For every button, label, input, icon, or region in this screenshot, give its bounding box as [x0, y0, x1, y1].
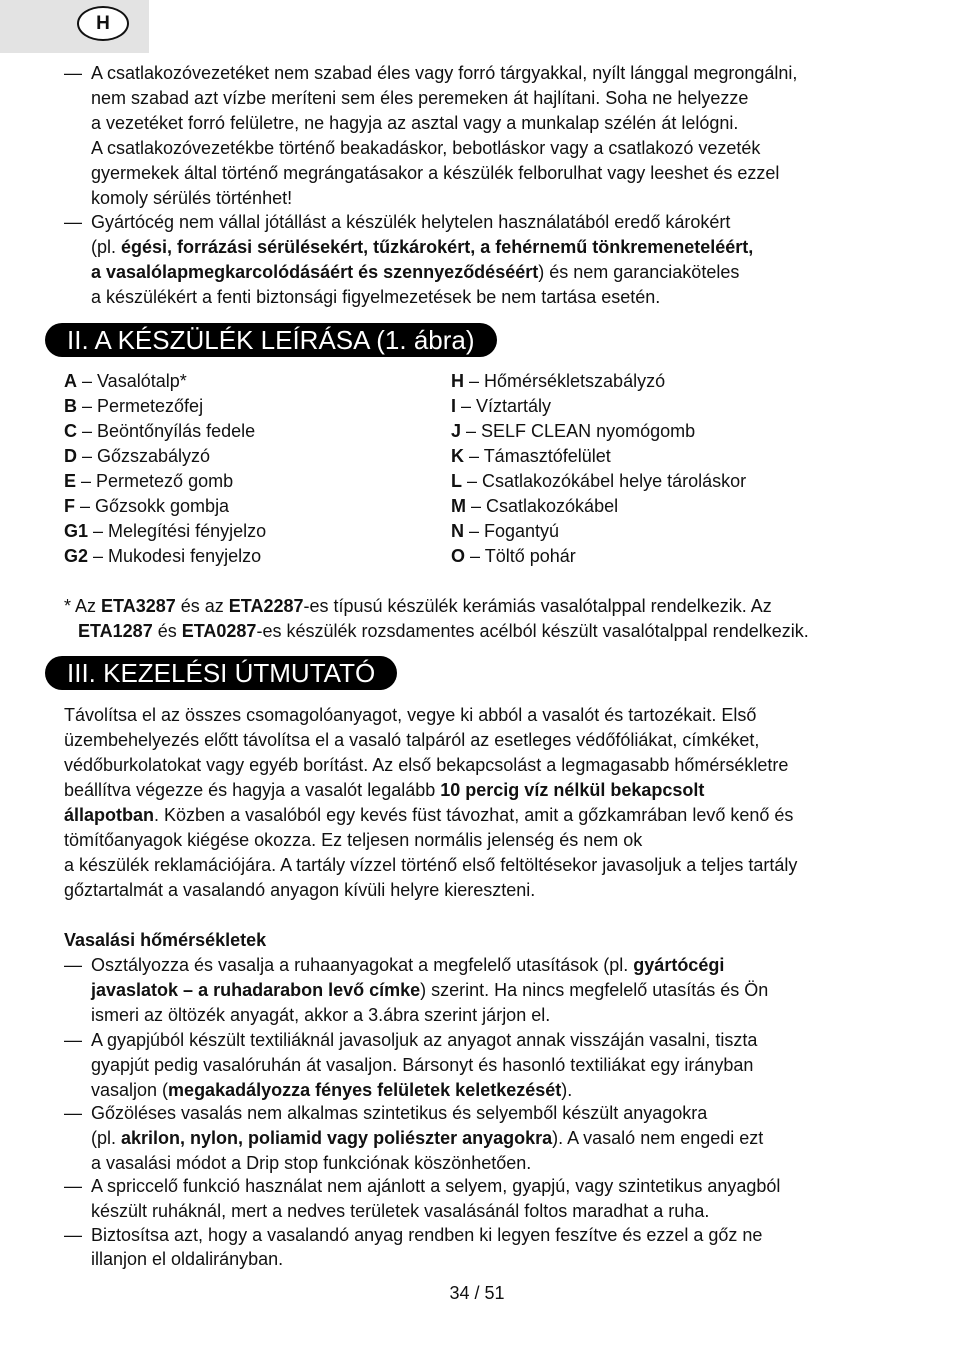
part-item	[64, 419, 255, 444]
text-line: a készülék reklamációjára. A tartály vízzel történő első feltöltésekor javasoljuk a teljes tartály	[64, 855, 798, 875]
part-item	[451, 494, 618, 519]
part-label: – Permetező gomb	[76, 471, 234, 491]
text-line	[91, 1126, 763, 1151]
part-item	[64, 544, 261, 569]
part-item	[451, 369, 665, 394]
bold-run: megakadályozza fényes felületek keletkezését	[168, 1080, 562, 1100]
part-key: D	[64, 446, 77, 466]
section-title: II. A KÉSZÜLÉK LEÍRÁSA (1. ábra)	[45, 323, 497, 357]
text-line	[91, 260, 739, 285]
footnote-line	[64, 594, 772, 619]
model-name: ETA3287	[101, 596, 176, 616]
text-line: A csatlakozóvezetékbe történő beakadáskor, bebotláskor vagy a csatlakozó vezeték	[91, 138, 761, 158]
part-key: K	[451, 446, 464, 466]
text-run: * Az	[64, 596, 102, 616]
model-name: ETA1287	[78, 621, 153, 641]
text-run: vasaljon (	[91, 1080, 169, 1100]
part-key: B	[64, 396, 77, 416]
bold-run: a vasalólapmegkarcolódásáért és szennyeződéséért	[91, 262, 539, 282]
section-title: III. KEZELÉSI ÚTMUTATÓ	[45, 656, 397, 690]
part-key: G2	[64, 546, 89, 566]
part-label: – Vasalótalp*	[77, 371, 187, 391]
text-run: . Közben a vasalóból egy kevés füst távozhat, amit a gőzkamrában levő kenő és	[154, 805, 794, 825]
text-line: gyapjút pedig vasalóruhán át vasaljon. Bársonyt és hasonló textiliákat egy irányban	[91, 1055, 754, 1075]
bold-run: 10 percig víz nélkül bekapcsolt	[440, 780, 705, 800]
bold-run: állapotban	[64, 805, 155, 825]
part-item	[451, 469, 746, 494]
part-label: – Töltő pohár	[465, 546, 576, 566]
dash-bullet: —	[64, 1103, 82, 1123]
part-key: H	[451, 371, 464, 391]
dash-bullet: —	[64, 1030, 82, 1050]
part-item	[451, 394, 551, 419]
page-number: 34 / 51	[449, 1283, 505, 1303]
part-item	[64, 469, 233, 494]
bold-run: javaslatok – a ruhadarabon levő címke	[91, 980, 421, 1000]
text-line: a vasalási módot a Drip stop funkciónak köszönhetően.	[91, 1153, 532, 1173]
text-run: Osztályozza és vasalja a ruhaanyagokat a megfelelő utasítások (pl.	[91, 955, 634, 975]
text-run: és	[152, 621, 182, 641]
text-run: -es típusú készülék kerámiás vasalótalppal rendelkezik. Az	[303, 596, 772, 616]
text-line: A gyapjúból készült textiliáknál javasoljuk az anyagot annak visszáján vasalni, tiszta	[91, 1030, 758, 1050]
part-label: – Csatlakozókábel helye tároláskor	[462, 471, 747, 491]
text-run: és az	[175, 596, 229, 616]
part-key: C	[64, 421, 77, 441]
text-line: A csatlakozóvezetéket nem szabad éles vagy forró tárgyakkal, nyílt lánggal megrongálni,	[91, 63, 798, 83]
part-key: A	[64, 371, 77, 391]
bold-run: gyártócégi	[633, 955, 725, 975]
part-item	[64, 369, 187, 394]
part-item	[64, 394, 203, 419]
part-label: – Fogantyú	[464, 521, 560, 541]
model-name: ETA0287	[181, 621, 257, 641]
part-item	[451, 519, 559, 544]
part-label: – Hőmérsékletszabályzó	[464, 371, 666, 391]
text-line	[91, 953, 724, 978]
part-label: – Gőzszabályzó	[77, 446, 211, 466]
part-key: O	[451, 546, 466, 566]
text-run: (pl.	[91, 1128, 122, 1148]
text-run: beállítva végezze és hagyja a vasalót legalább	[64, 780, 441, 800]
text-line: készült ruháknál, mert a nedves területek vasalásánál foltos maradhat a ruha.	[91, 1201, 710, 1221]
part-item	[451, 544, 576, 569]
text-line: A spriccelő funkció használat nem ajánlott a selyem, gyapjú, vagy szintetikus anyagból	[91, 1176, 781, 1196]
part-label: – Beöntőnyílás fedele	[77, 421, 256, 441]
text-line	[91, 978, 768, 1003]
part-label: – Mukodesi fenyjelzo	[88, 546, 262, 566]
text-run: ). A vasaló nem engedi ezt	[552, 1128, 764, 1148]
part-key: G1	[64, 521, 89, 541]
text-run: ) szerint. Ha nincs megfelelő utasítás és Ön	[420, 980, 769, 1000]
text-line: gőztartalmát a vasalandó anyagon kívüli helyre kiereszteni.	[64, 880, 536, 900]
text-run: ) és nem garanciaköteles	[538, 262, 740, 282]
text-line: gyermekek által történő megrángatásakor a készülék felborulhat vagy leeshet és ezzel	[91, 163, 780, 183]
part-label: – Víztartály	[456, 396, 552, 416]
text-line: tömítőanyagok kiégése okozza. Ez teljesen normális jelenség és nem ok	[64, 830, 643, 850]
text-line: a vezetéket forró felületre, ne hagyja az asztal vagy a munkalap szélén át lelógni.	[91, 113, 739, 133]
text-line: Távolítsa el az összes csomagolóanyagot, vegye ki abból a vasalót és tartozékait. Első	[64, 705, 757, 725]
part-key: I	[451, 396, 457, 416]
subheading: Vasalási hőmérsékletek	[64, 930, 267, 950]
text-line: védőburkolatokat vagy egyéb borítást. Az első bekapcsolást a legmagasabb hőmérsékletre	[64, 755, 789, 775]
text-line: Biztosítsa azt, hogy a vasalandó anyag rendben ki legyen feszítve és ezzel a gőz ne	[91, 1225, 763, 1245]
text-run: ).	[561, 1080, 573, 1100]
text-run: (pl.	[91, 237, 122, 257]
part-label: – SELF CLEAN nyomógomb	[461, 421, 696, 441]
part-label: – Melegítési fényjelzo	[88, 521, 267, 541]
text-line	[91, 235, 753, 260]
text-line: a készülékért a fenti biztonsági figyelmezetések be nem tartása esetén.	[91, 287, 661, 307]
part-label: – Permetezőfej	[77, 396, 204, 416]
part-item	[451, 444, 611, 469]
text-line	[64, 778, 704, 803]
part-key: N	[451, 521, 464, 541]
part-key: L	[451, 471, 462, 491]
dash-bullet: —	[64, 1225, 82, 1245]
dash-bullet: —	[64, 955, 82, 975]
part-label: – Csatlakozókábel	[466, 496, 619, 516]
bold-run: égési, forrázási sérülésekért, tűzkárokért, a fehérnemű tönkremeneteléért,	[121, 237, 754, 257]
model-name: ETA2287	[228, 596, 304, 616]
text-run: -es készülék rozsdamentes acélból készült vasalótalppal rendelkezik.	[256, 621, 809, 641]
text-line: üzembehelyezés előtt távolítsa el a vasaló talpáról az esetleges védőfóliákat, címkéket,	[64, 730, 760, 750]
text-line	[91, 1078, 572, 1103]
part-label: – Támasztófelület	[464, 446, 611, 466]
text-line: komoly sérülés történhet!	[91, 188, 293, 208]
language-badge: H	[77, 6, 129, 41]
footnote-line	[78, 619, 809, 644]
dash-bullet: —	[64, 212, 82, 232]
part-item	[451, 419, 695, 444]
part-key: F	[64, 496, 75, 516]
part-item	[64, 444, 210, 469]
text-line	[64, 803, 793, 828]
dash-bullet: —	[64, 1176, 82, 1196]
text-line: Gőzöléses vasalás nem alkalmas szintetikus és selyemből készült anyagokra	[91, 1103, 708, 1123]
text-line: ismeri az öltözék anyagát, akkor a 3.ábra szerint járjon el.	[91, 1005, 551, 1025]
dash-bullet: —	[64, 63, 82, 83]
part-key: J	[451, 421, 462, 441]
part-label: – Gőzsokk gombja	[75, 496, 230, 516]
part-item	[64, 519, 266, 544]
text-line: Gyártócég nem vállal jótállást a készülék helytelen használatából eredő károkért	[91, 212, 731, 232]
text-line: nem szabad azt vízbe meríteni sem éles peremeken át hajlítani. Soha ne helyezze	[91, 88, 749, 108]
text-line: illanjon el oldalirányban.	[91, 1249, 284, 1269]
part-key: E	[64, 471, 77, 491]
part-key: M	[451, 496, 466, 516]
bold-run: akrilon, nylon, poliamid vagy poliészter anyagokra	[121, 1128, 553, 1148]
part-item	[64, 494, 229, 519]
